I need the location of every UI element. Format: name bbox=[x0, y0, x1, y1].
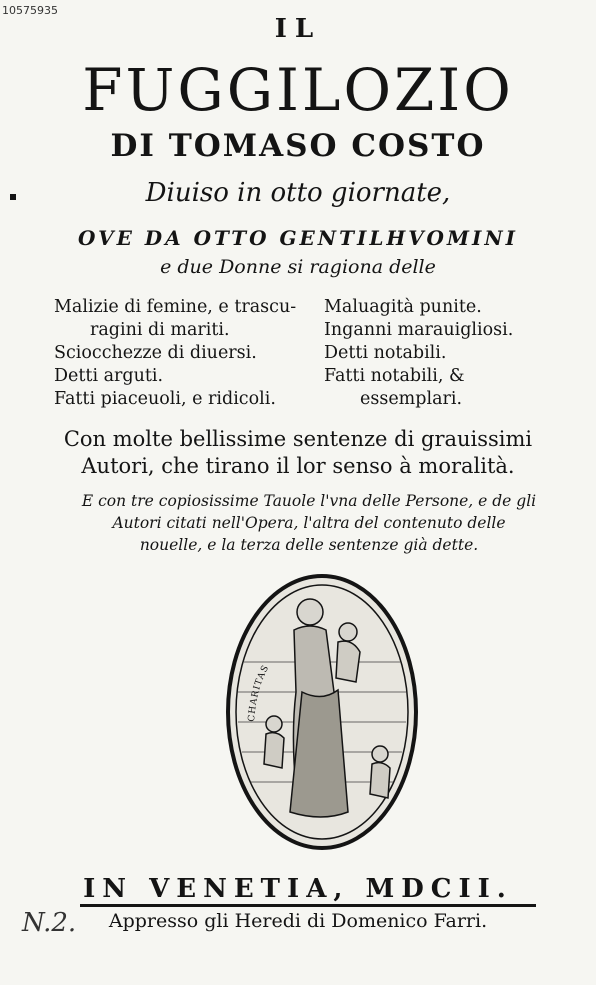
contents-item: Detti arguti. bbox=[54, 366, 164, 386]
contents-item: Fatti piaceuoli, e ridicoli. bbox=[54, 389, 276, 409]
emblem-motto: CHARITAS bbox=[246, 663, 272, 723]
book-title: FUGGILOZIO bbox=[82, 56, 514, 124]
contents-item: Maluagità punite. bbox=[324, 297, 482, 317]
tables-line: Autori citati nell'Opera, l'altra del contenuto delle bbox=[112, 514, 506, 532]
division-line: Diuiso in otto giornate, bbox=[145, 178, 451, 208]
title-article: IL bbox=[274, 14, 322, 44]
subtitle-line-2: e due Donne si ragiona delle bbox=[160, 256, 436, 278]
contents-item: ragini di mariti. bbox=[90, 320, 230, 340]
contents-item: Fatti notabili, & bbox=[324, 366, 465, 386]
publisher-line: Appresso gli Heredi di Domenico Farri. bbox=[108, 910, 488, 932]
imprint-line: IN VENETIA, MDCII. bbox=[83, 874, 513, 904]
contents-item: essemplari. bbox=[360, 389, 463, 409]
contents-right-column bbox=[324, 296, 554, 411]
divider-rule bbox=[80, 904, 536, 907]
author-line: DI TOMASO COSTO bbox=[110, 128, 486, 164]
sentences-line: Con molte bellissime sentenze di grauissimi bbox=[63, 427, 533, 451]
tables-line: nouelle, e la terza delle sentenze già dette. bbox=[139, 536, 479, 554]
subtitle-line-1: OVE DA OTTO GENTILHVOMINI bbox=[78, 226, 518, 250]
tables-line: E con tre copiosissime Tauole l'vna delle Persone, e de gli bbox=[81, 492, 537, 510]
contents-left-column bbox=[54, 296, 324, 411]
shelfmark: N.2. bbox=[22, 908, 77, 938]
contents-item: Inganni marauigliosi. bbox=[324, 320, 514, 340]
contents-item: Malizie di femine, e trascu- bbox=[54, 297, 297, 317]
charitas-emblem bbox=[224, 572, 420, 852]
contents-item: Detti notabili. bbox=[324, 343, 447, 363]
sentences-block bbox=[0, 426, 596, 480]
tables-block bbox=[64, 490, 554, 556]
contents-item: Sciocchezze di diuersi. bbox=[54, 343, 257, 363]
sentences-line: Autori, che tirano il lor senso à moralità. bbox=[81, 454, 515, 478]
catalog-number: 10575935 bbox=[2, 4, 58, 17]
